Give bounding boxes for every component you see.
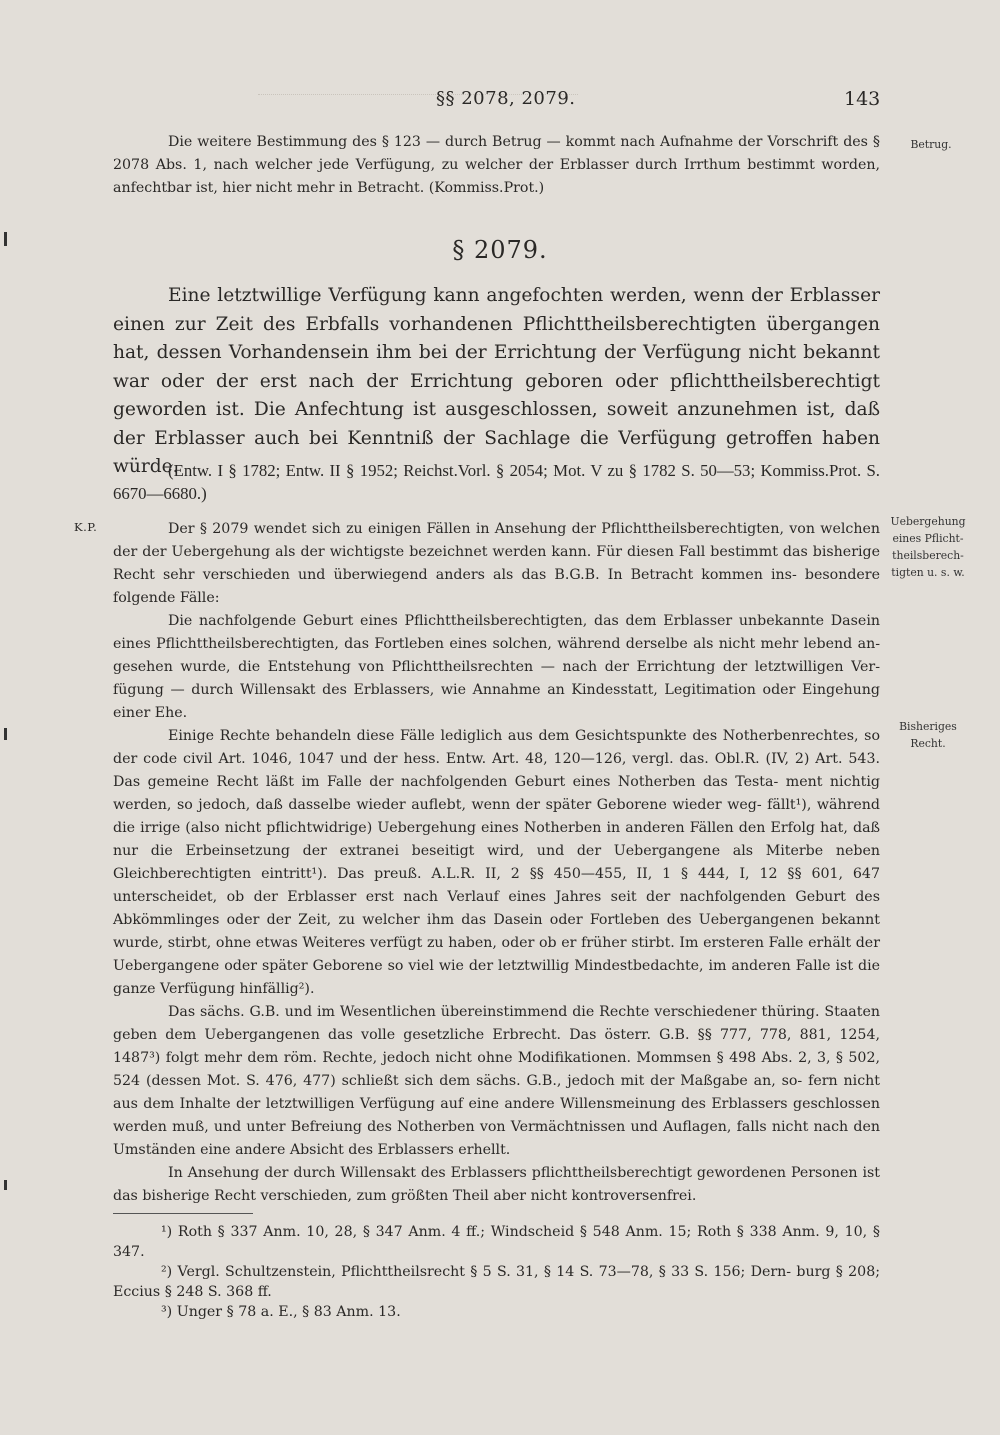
footnote: ²) Vergl. Schultzenstein, Pflichttheilsrecht § 5 S. 31, § 14 S. 73—78, § 33 S. 156; Dern- burg § 208; Eccius § 248 S. 368 ff. (113, 1264, 880, 1300)
margin-note-bisheriges-recht: Bisheriges Recht. (899, 720, 957, 750)
commentary-paragraph: In Ansehung der durch Willensakt des Erblassers pflichttheilsberechtigt gewordenen Personen ist das bisherige Recht verschieden, zum größten Theil aber nicht kontroversenfrei. (113, 1165, 880, 1204)
scan-edge-mark (4, 728, 7, 740)
running-header (0, 88, 1000, 110)
section-heading: § 2079. (452, 236, 548, 264)
intro-paragraph: Die weitere Bestimmung des § 123 — durch Betrug — kommt nach Aufnahme der Vorschrift des § 2078 Abs. 1, nach welcher jede Verfügung, zu welcher der Erblasser durch Irrthum bestimmt worden, anfechtbar ist, hier nicht mehr in Betracht. (Kommiss.Prot.) (113, 134, 880, 196)
footnote: ¹) Roth § 337 Anm. 10, 28, § 347 Anm. 4 ff.; Windscheid § 548 Anm. 15; Roth § 338 Anm. 9, 10, § 347. (113, 1224, 880, 1260)
legislative-references: (Entw. I § 1782; Entw. II § 1952; Reichst.Vorl. § 2054; Mot. V zu § 1782 S. 50—53; Kommiss.Prot. S. 6670—6680.) (113, 461, 880, 503)
commentary-paragraph: Der § 2079 wendet sich zu einigen Fällen in Ansehung der Pflichttheilsberechtigten, von welchen der der Uebergehung als der wichtigste bezeichnet werden kann. Für diesen Fall bestimmt das bisherige Recht sehr verschieden und überwiegend anders als das B.G.B. In Betracht kommen ins- besondere folgende Fälle: (113, 521, 880, 606)
statute-text: Eine letztwillige Verfügung kann angefochten werden, wenn der Erblasser einen zur Zeit des Erbfalls vorhandenen Pflichttheilsberechtigten übergangen hat, dessen Vorhandensein ihm bei der Errichtung der Verfügung nicht bekannt war oder der erst nach der Errichtung geboren oder pflichttheilsberechtigt geworden ist. Die Anfechtung ist ausgeschlossen, soweit anzunehmen ist, daß der Erblasser auch bei Kenntniß der Sachlage die Verfügung getroffen haben würde. (113, 285, 880, 477)
margin-note-betrug: Betrug. (910, 138, 952, 151)
header-sections: §§ 2078, 2079. (436, 88, 576, 109)
commentary-paragraph: Einige Rechte behandeln diese Fälle lediglich aus dem Gesichtspunkte des Notherbenrechtes, so der code civil Art. 1046, 1047 und der hess. Entw. Art. 48, 120—126, vergl. das. Obl.R. (IV, 2) Art. 543. Das gemeine Recht läßt im Falle der nachfolgenden Geburt eines Notherben das Testa- ment nichtig werden, so jedoch, daß dasselbe wieder auflebt, wenn der später Geborene wieder weg- fällt¹), während die irrige (also nicht pflichtwidrige) Uebergehung eines Notherben in anderen Fällen den Erfolg hat, daß nur die Erbeinsetzung der extranei beseitigt wird, und der Uebergangene als Miterbe neben Gleichberechtigten eintritt¹). Das preuß. A.L.R. II, 2 §§ 450—455, II, 1 § 444, I, 12 §§ 601, 647 unterscheidet, ob der Erblasser erst nach Verlauf eines Jahres seit der nachfolgenden Geburt des Abkömmlinges oder der Zeit, zu welcher ihm das Dasein oder Fortleben des Uebergangenen bekannt wurde, stirbt, ohne etwas Weiteres verfügt zu haben, oder ob er früher stirbt. Im ersteren Falle erhält der Uebergangene oder später Geborene so viel wie der letztwillig Mindestbedachte, im anderen Falle ist die ganze Verfügung hinfällig²). (113, 728, 880, 997)
margin-note-uebergehung: Uebergehung eines Pflicht- theilsberech- tigten u. s. w. (890, 515, 966, 579)
scan-edge-mark (4, 1180, 7, 1190)
footnote-separator (113, 1213, 253, 1214)
commentary-paragraph: Das sächs. G.B. und im Wesentlichen übereinstimmend die Rechte verschiedener thüring. Staaten geben dem Uebergangenen das volle gesetzliche Erbrecht. Das österr. G.B. §§ 777, 778, 881, 1254, 1487³) folgt mehr dem röm. Rechte, jedoch nicht ohne Modifikationen. Mommsen § 498 Abs. 2, 3, § 502, 524 (dessen Mot. S. 476, 477) schließt sich dem sächs. G.B., jedoch mit der Maßgabe an, so- fern nicht aus dem Inhalte der letztwilligen Verfügung auf eine andere Willensmeinung des Erblassers geschlossen werden muß, und unter Befreiung des Notherben von Vermächtnissen und Auflagen, falls nicht nach den Umständen eine andere Absicht des Erblassers erhellt. (113, 1004, 880, 1158)
left-margin-label: K.P. (74, 520, 98, 534)
page-number: 143 (844, 88, 881, 110)
footnote: ³) Unger § 78 a. E., § 83 Anm. 13. (161, 1304, 401, 1320)
footnotes (113, 1222, 880, 1322)
commentary-paragraph: Die nachfolgende Geburt eines Pflichttheilsberechtigten, das dem Erblasser unbekannte Dasein eines Pflichttheilsberechtigten, das Fortleben eines solchen, während derselbe als nicht mehr lebend an- gesehen wurde, die Entstehung von Pflichttheilsrechten — nach der Errichtung der letztwilligen Ver- fügung — durch Willensakt des Erblassers, wie Annahme an Kindesstatt, Legitimation oder Eingehung einer Ehe. (113, 613, 880, 721)
commentary-body (113, 518, 880, 1208)
